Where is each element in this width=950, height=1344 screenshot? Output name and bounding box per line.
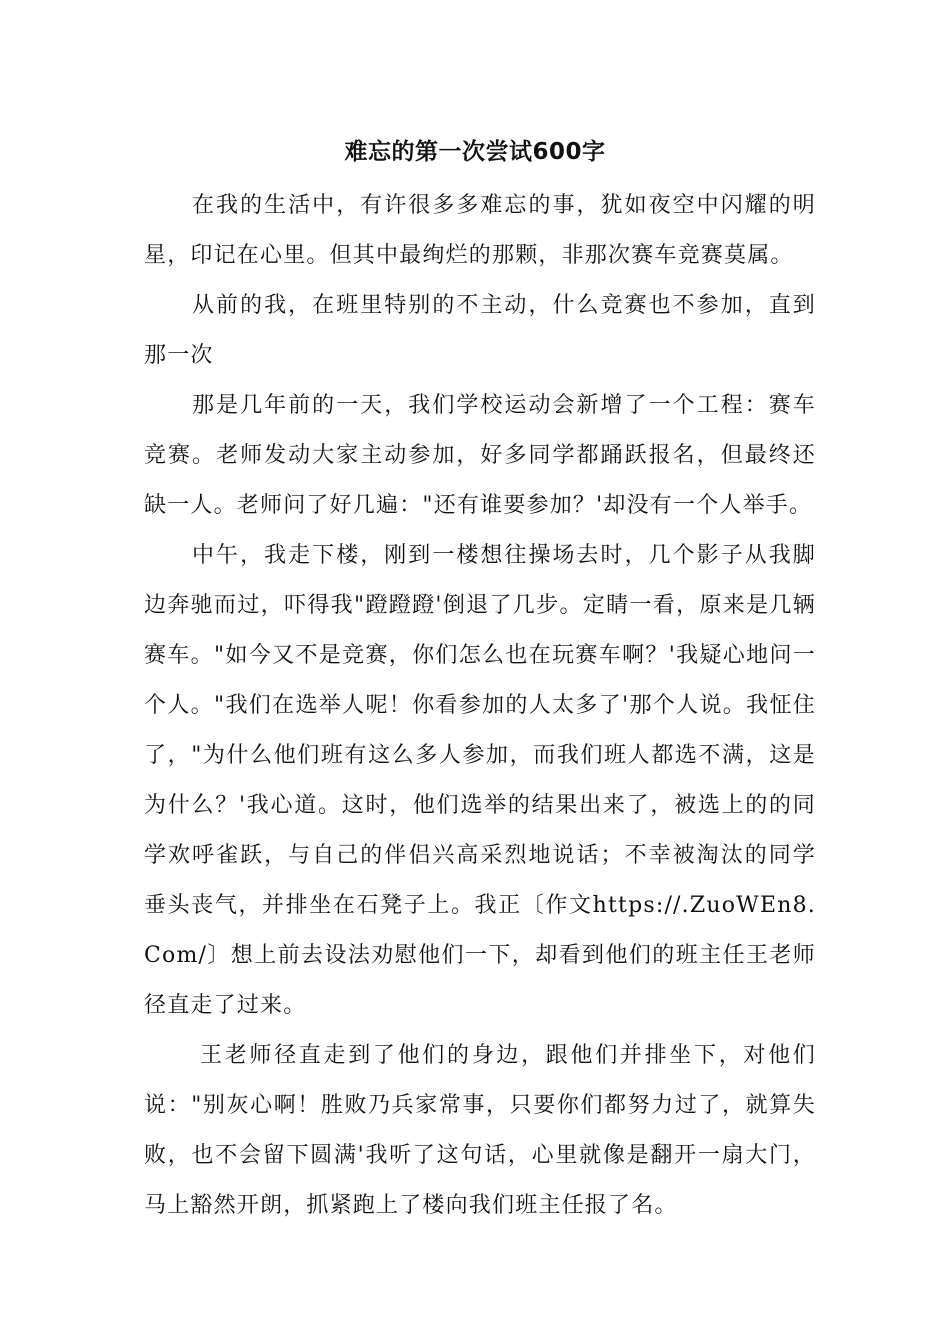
paragraph-3: 那是几年前的一天，我们学校运动会新增了一个工程：赛车竞赛。老师发动大家主动参加，好多同学都踊跃报名，但最终还缺一人。老师问了好几遍："还有谁要参加？'却没有一个人举手。 [144, 393, 816, 518]
document-title: 难忘的第一次尝试600字 [344, 139, 606, 165]
paragraph-5: 王老师径直走到了他们的身边，跟他们并排坐下，对他们说："别灰心啊！胜败乃兵家常事，只要你们都努力过了，就算失败，也不会留下圆满'我听了这句话，心里就像是翻开一扇大门，马上豁然开朗，抓紧跑上了楼向我们班主任报了名。 [144, 1043, 816, 1218]
paragraph-1: 在我的生活中，有许很多多难忘的事，犹如夜空中闪耀的明星，印记在心里。但其中最绚烂的那颗，非那次赛车竞赛莫属。 [144, 193, 816, 268]
paragraph-4: 中午，我走下楼，刚到一楼想往操场去时，几个影子从我脚边奔驰而过，吓得我"蹬蹬蹬'倒退了几步。定睛一看，原来是几辆赛车。"如今又不是竞赛，你们怎么也在玩赛车啊？'我疑心地问一个人。"我们在选举人呢！你看参加的人太多了'那个人说。我怔住了，"为什么他们班有这么多人参加，而我们班人都选不满，这是为什么？'我心道。这时，他们选举的结果出来了，被选上的的同学欢呼雀跃，与自己的伴侣兴高采烈地说话；不幸被淘汰的同学垂头丧气，并排坐在石凳子上。我正〔作文https://.ZuoWEn8.Com/〕想上前去设法劝慰他们一下，却看到他们的班主任王老师径直走了过来。 [144, 543, 816, 1018]
paragraph-2: 从前的我，在班里特别的不主动，什么竞赛也不参加，直到那一次 [144, 293, 816, 368]
document-body [144, 181, 816, 1231]
